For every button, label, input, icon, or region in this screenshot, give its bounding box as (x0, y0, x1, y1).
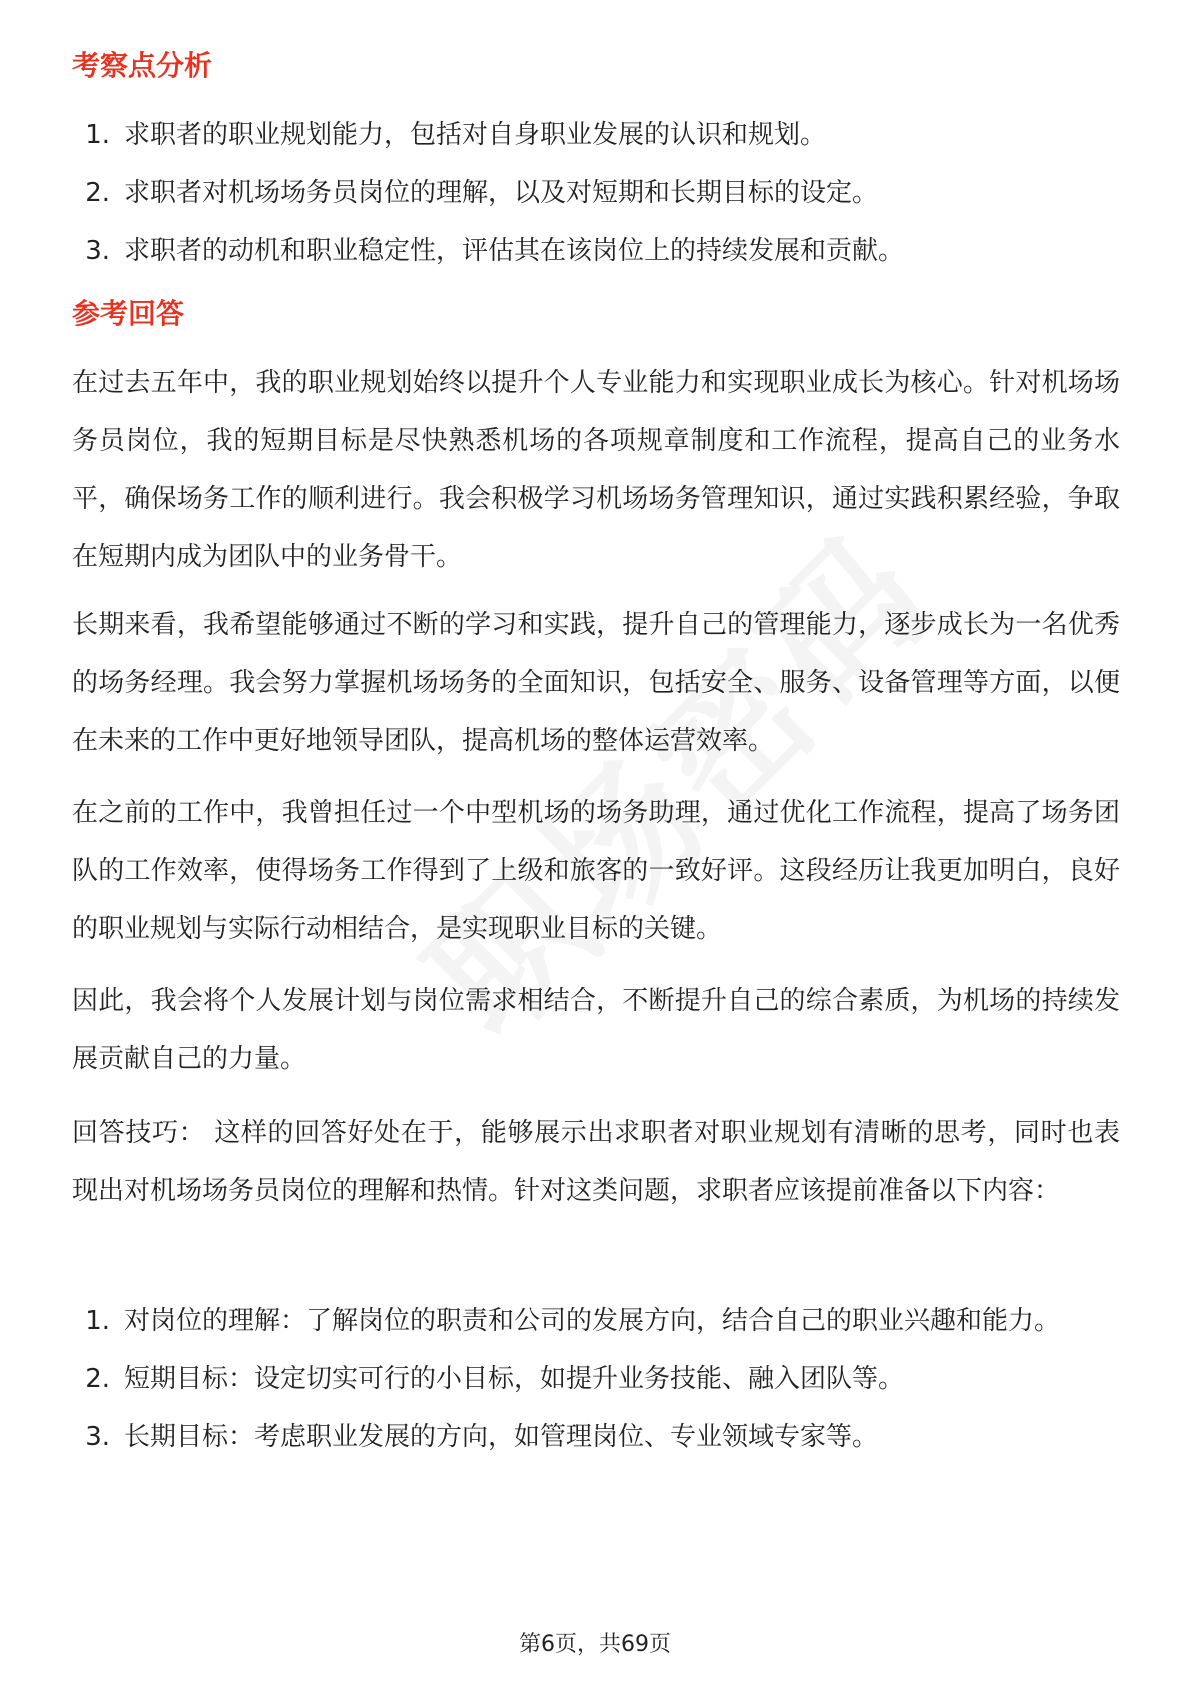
answer-paragraph: 因此，我会将个人发展计划与岗位需求相结合，不断提升自己的综合素质，为机场的持续发展贡献自己的力量。 (72, 986, 1120, 1074)
list-item: 2. 短期目标：设定切实可行的小目标，如提升业务技能、融入团队等。 (85, 1364, 905, 1394)
section-heading-analysis: 考察点分析 (72, 49, 213, 82)
list-item: 2. 求职者对机场场务员岗位的理解，以及对短期和长期目标的设定。 (85, 178, 879, 208)
answer-paragraph: 长期来看，我希望能够通过不断的学习和实践，提升自己的管理能力，逐步成长为一名优秀的场务经理。我会努力掌握机场场务的全面知识，包括安全、服务、设备管理等方面，以便在未来的工作中更好地领导团队，提高机场的整体运营效率。 (72, 610, 1120, 756)
tips-list (72, 1292, 1122, 1466)
list-item: 3. 长期目标：考虑职业发展的方向，如管理岗位、专业领域专家等。 (85, 1422, 879, 1452)
list-item: 3. 求职者的动机和职业稳定性，评估其在该岗位上的持续发展和贡献。 (85, 236, 905, 266)
answer-tips-paragraph: 回答技巧： 这样的回答好处在于，能够展示出求职者对职业规划有清晰的思考，同时也表现出对机场场务员岗位的理解和热情。针对这类问题，求职者应该提前准备以下内容： (72, 1118, 1120, 1206)
list-item: 1. 对岗位的理解：了解岗位的职责和公司的发展方向，结合自己的职业兴趣和能力。 (85, 1306, 1061, 1336)
analysis-list (72, 106, 1122, 280)
list-item: 1. 求职者的职业规划能力，包括对自身职业发展的认识和规划。 (85, 120, 827, 150)
answer-paragraph: 在之前的工作中，我曾担任过一个中型机场的场务助理，通过优化工作流程，提高了场务团队的工作效率，使得场务工作得到了上级和旅客的一致好评。这段经历让我更加明白，良好的职业规划与实际行动相结合，是实现职业目标的关键。 (72, 798, 1120, 944)
page-footer: 第6页，共69页 (519, 1632, 671, 1657)
answer-paragraph: 在过去五年中，我的职业规划始终以提升个人专业能力和实现职业成长为核心。针对机场场务员岗位，我的短期目标是尽快熟悉机场的各项规章制度和工作流程，提高自己的业务水平，确保场务工作的顺利进行。我会积极学习机场场务管理知识，通过实践积累经验，争取在短期内成为团队中的业务骨干。 (72, 368, 1120, 572)
section-heading-answer: 参考回答 (72, 297, 185, 330)
